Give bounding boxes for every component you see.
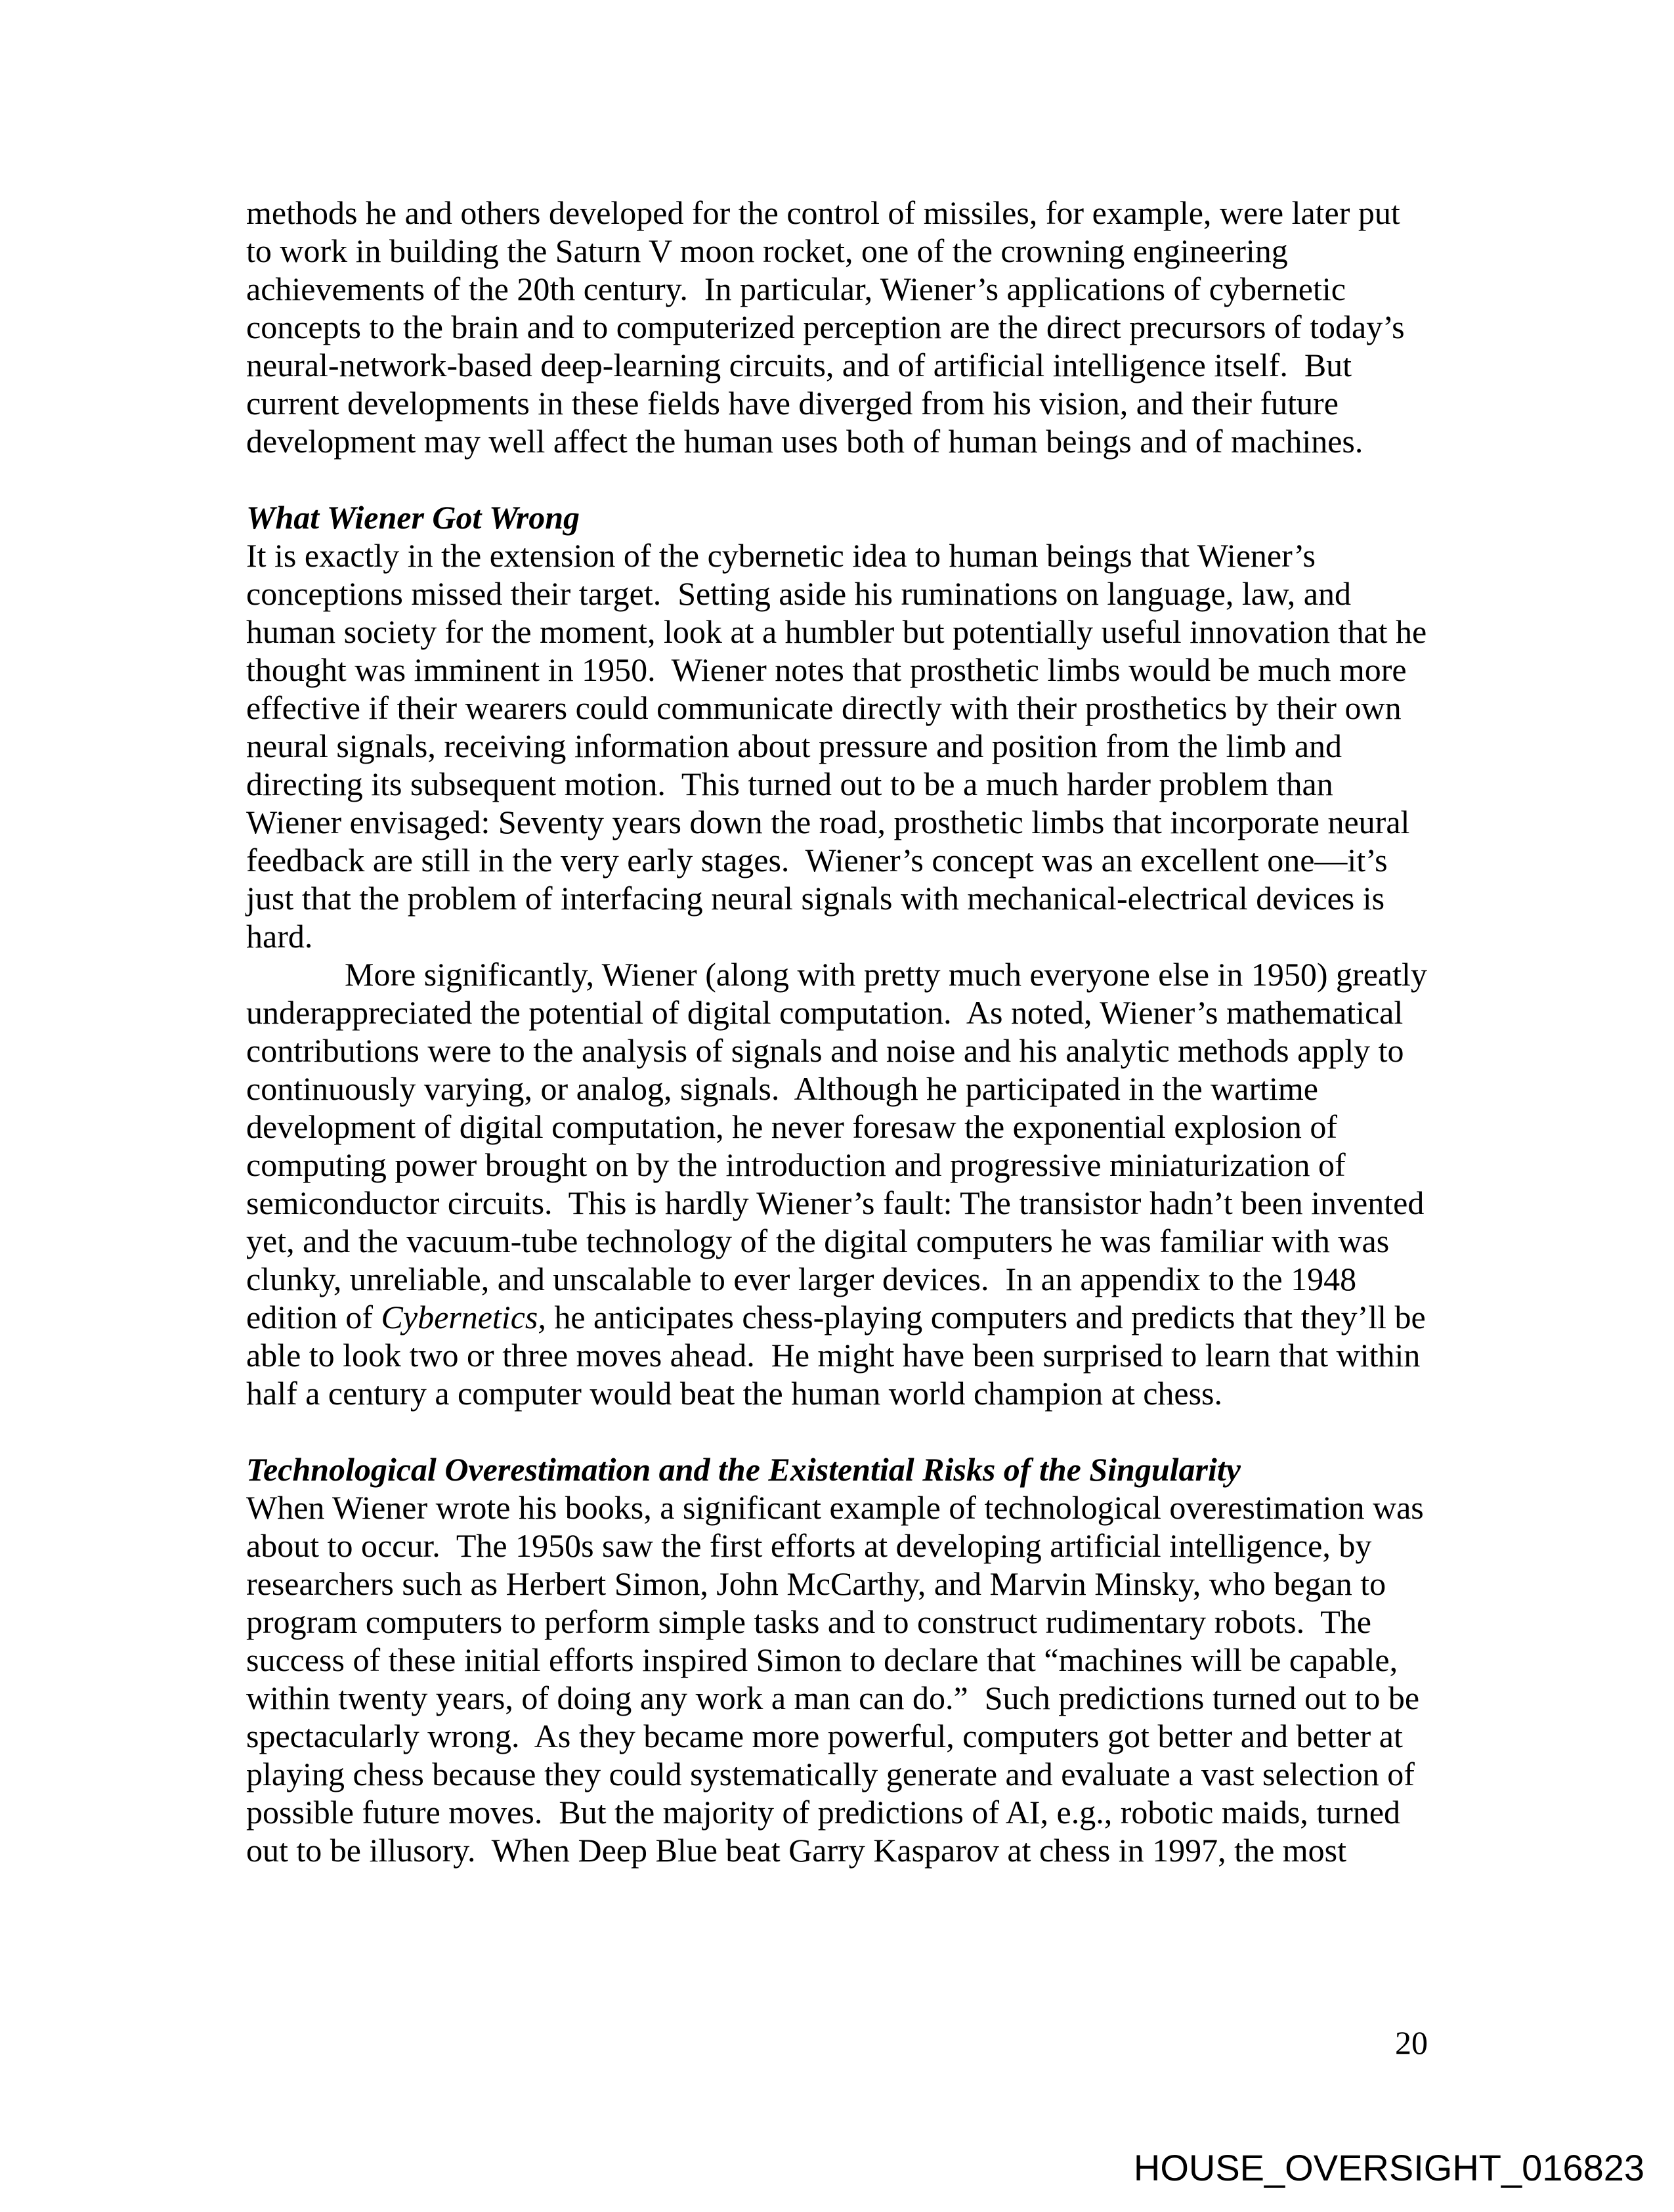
paragraph-intro-continuation: methods he and others developed for the control of missiles, for example, were later put to work in building the Saturn V moon rocket, one of the crowning engineering achievements of the 20th century. In particular, Wiener’s applications of cybernetic concepts to the brain and to computerized perception are the direct precursors of today’s neural-network-based deep-learning circuits, and of artificial intelligence itself. But current developments in these fields have diverged from his vision, and their future development may well affect the human uses both of human beings and of machines.: [246, 194, 1413, 460]
paragraph-overestimation: When Wiener wrote his books, a significant example of technological overestimation was about to occur. The 1950s saw the first efforts at developing artificial intelligence, by researchers such as Herbert Simon, John McCarthy, and Marvin Minsky, who began to program computers to perform simple tasks and to construct rudimentary robots. The success of these initial efforts inspired Simon to declare that “machines will be capable, within twenty years, of doing any work a man can do.” Such predictions turned out to be spectacularly wrong. As they became more powerful, computers got better and better at playing chess because they could systematically generate and evaluate a vast selection of possible future moves. But the majority of predictions of AI, e.g., robotic maids, turned out to be illusory. When Deep Blue beat Garry Kasparov at chess in 1997, the most: [246, 1489, 1432, 1869]
section-heading-what-wiener-got-wrong: What Wiener Got Wrong: [246, 499, 580, 536]
paragraph-text-post: he anticipates chess-playing computers and predicts that they’ll be able to look two or three moves ahead. He might have been surprised to learn that within half a century a computer would beat the human world champion at chess.: [246, 1299, 1434, 1412]
section-heading-technological-overestimation: Technological Overestimation and the Existential Risks of the Singularity: [246, 1451, 1241, 1488]
paragraph-digital-computation: [246, 955, 1436, 1412]
bates-stamp: HOUSE_OVERSIGHT_016823: [1133, 2147, 1644, 2188]
page-content: [246, 194, 1436, 1869]
page-number: 20: [1395, 2024, 1428, 2061]
paragraph-text-pre: More significantly, Wiener (along with pretty much everyone else in 1950) greatly underappreciated the potential of digital computation. As noted, Wiener’s mathematical contributions were to the analysis of signals and noise and his analytic methods apply to continuously varying, or analog, signals. Although he participated in the wartime development of digital computation, he never foresaw the exponential explosion of computing power brought on by the introduction and progressive miniaturization of semiconductor circuits. This is hardly Wiener’s fault: The transistor hadn’t been invented yet, and the vacuum-tube technology of the digital computers he was familiar with was clunky, unreliable, and unscalable to ever larger devices. In an appendix to the 1948 edition of: [246, 956, 1436, 1335]
paragraph-cybernetic-idea: It is exactly in the extension of the cybernetic idea to human beings that Wiener’s conceptions missed their target. Setting aside his ruminations on language, law, and human society for the moment, look at a humbler but potentially useful innovation that he thought was imminent in 1950. Wiener notes that prosthetic limbs would be much more effective if their wearers could communicate directly with their prosthetics by their own neural signals, receiving information about pressure and position from the limb and directing its subsequent motion. This turned out to be a much harder problem than Wiener envisaged: Seventy years down the road, prosthetic limbs that incorporate neural feedback are still in the very early stages. Wiener’s concept was an excellent one—it’s just that the problem of interfacing neural signals with mechanical-electrical devices is hard.: [246, 537, 1435, 955]
book-title-cybernetics: Cybernetics,: [381, 1299, 546, 1335]
